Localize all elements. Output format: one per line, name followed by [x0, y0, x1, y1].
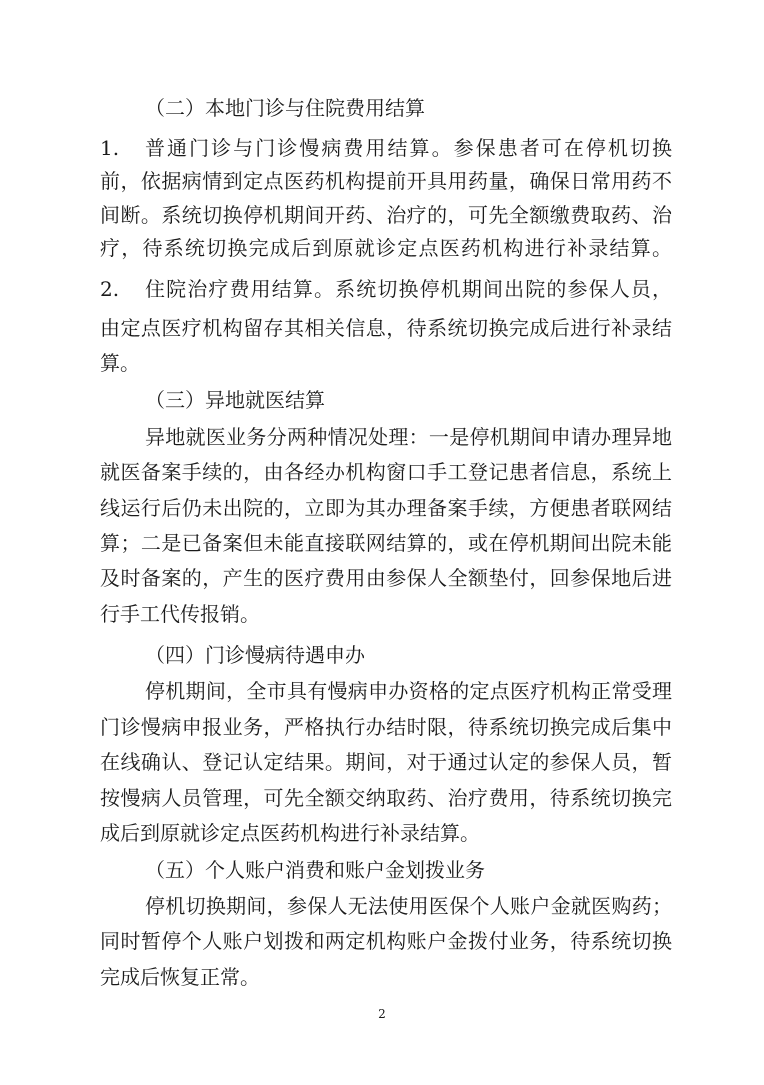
section-heading-3: （三）异地就医结算 — [145, 388, 325, 412]
paragraph-line: 疗，待系统切换完成后到原就诊定点医药机构进行补录结算。 — [100, 236, 672, 260]
paragraph-line: 同时暂停个人账户划拨和两定机构账户金拨付业务，待系统切换 — [100, 929, 672, 953]
section-heading-4: （四）门诊慢病待遇申办 — [145, 643, 365, 667]
paragraph-line: 算；二是已备案但未能直接联网结算的，或在停机期间出院未能 — [100, 531, 672, 555]
paragraph-line: 完成后恢复正常。 — [100, 965, 260, 989]
paragraph-line: 线运行后仍未出院的，立即为其办理备案手续，方便患者联网结 — [100, 496, 672, 520]
paragraph-line: 行手工代传报销。 — [100, 602, 260, 626]
paragraph-line: 门诊慢病申报业务，严格执行办结时限，待系统切换完成后集中 — [100, 715, 672, 739]
list-number-1: 1. — [100, 136, 120, 160]
list-number-2: 2. — [100, 277, 120, 301]
paragraph-line: 按慢病人员管理，可先全额交纳取药、治疗费用，待系统切换完 — [100, 786, 672, 810]
paragraph-line: 在线确认、登记认定结果。期间，对于通过认定的参保人员，暂 — [100, 750, 672, 774]
paragraph-line: 及时备案的，产生的医疗费用由参保人全额垫付，回参保地后进 — [100, 566, 672, 590]
paragraph-line: 停机期间，全市具有慢病申办资格的定点医疗机构正常受理 — [145, 679, 672, 703]
paragraph-line: 间断。系统切换停机期间开药、治疗的，可先全额缴费取药、治 — [100, 203, 672, 227]
paragraph-line: 住院治疗费用结算。系统切换停机期间出院的参保人员， — [145, 277, 672, 301]
paragraph-line: 算。 — [100, 351, 140, 375]
paragraph-line: 成后到原就诊定点医药机构进行补录结算。 — [100, 821, 480, 845]
section-heading-2: （二）本地门诊与住院费用结算 — [145, 96, 425, 120]
paragraph-line: 异地就医业务分两种情况处理：一是停机期间申请办理异地 — [145, 425, 672, 449]
paragraph-line: 由定点医疗机构留存其相关信息，待系统切换完成后进行补录结 — [100, 316, 672, 340]
paragraph-line: 普通门诊与门诊慢病费用结算。参保患者可在停机切换 — [145, 136, 672, 160]
paragraph-line: 前，依据病情到定点医药机构提前开具用药量，确保日常用药不 — [100, 169, 672, 193]
paragraph-line: 就医备案手续的，由各经办机构窗口手工登记患者信息，系统上 — [100, 460, 672, 484]
page-number: 2 — [378, 1007, 386, 1021]
section-heading-5: （五）个人账户消费和账户金划拨业务 — [145, 858, 485, 882]
paragraph-line: 停机切换期间，参保人无法使用医保个人账户金就医购药； — [145, 894, 672, 918]
